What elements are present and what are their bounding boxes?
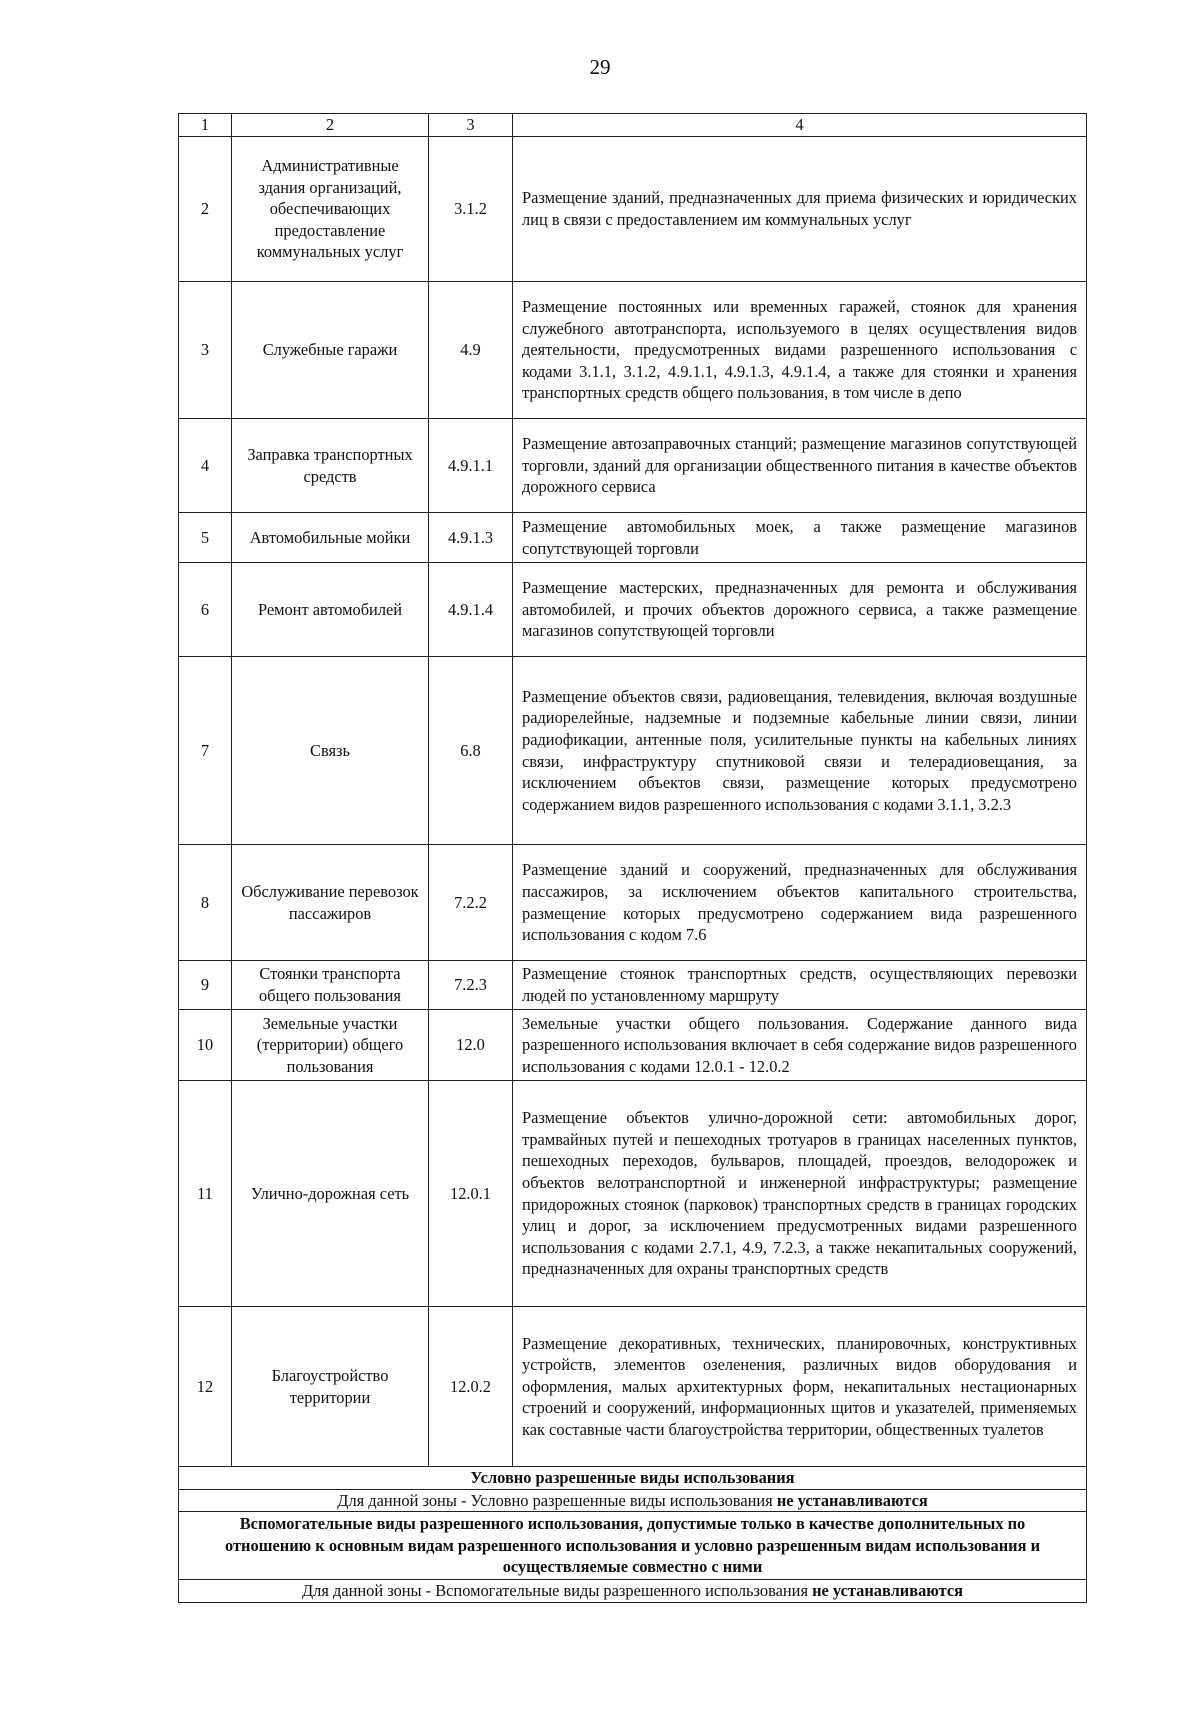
use-type-name: Благоустройство территории [232,1307,429,1467]
use-type-name: Ремонт автомобилей [232,563,429,657]
row-number: 2 [179,137,232,282]
use-type-name: Земельные участки (территории) общего пользования [232,1010,429,1081]
table-row [179,419,1087,513]
use-type-code: 6.8 [429,657,513,845]
row-number: 9 [179,961,232,1010]
section-row [179,1467,1087,1490]
row-number: 12 [179,1307,232,1467]
use-type-name: Автомобильные мойки [232,513,429,563]
use-type-description: Земельные участки общего пользования. Содержание данного вида разрешенного использования включает в себя содержание видов разрешенного использования с кодами 12.0.1 - 12.0.2 [513,1010,1087,1081]
note-text: Для данной зоны - Вспомогательные виды разрешенного использования [301,1581,808,1601]
note-emphasis: не устанавливаются [776,1490,928,1510]
use-type-description: Размещение зданий, предназначенных для приема физических и юридических лиц в связи с предоставлением им коммунальных услуг [513,137,1087,282]
row-number: 8 [179,845,232,961]
note-emphasis: не устанавливаются [812,1581,964,1601]
table-row [179,513,1087,563]
use-type-description: Размещение декоративных, технических, планировочных, конструктивных устройств, элементов озеленения, различных видов оборудования и оформления, малых архитектурных форм, некапитальных нестационарных строений и сооружений, информационных щитов и указателей, применяемых как составные части благоустройства территории, общественных туалетов [513,1307,1087,1467]
use-type-code: 4.9.1.1 [429,419,513,513]
use-type-code: 12.0.1 [429,1081,513,1307]
use-type-description: Размещение объектов связи, радиовещания, телевидения, включая воздушные радиорелейные, надземные и подземные кабельные линии связи, линии радиофикации, антенные поля, усилительные пункты на кабельных линиях связи, инфраструктуру спутниковой связи и телерадиовещания, за исключением объектов связи, размещение которых предусмотрено содержанием видов разрешенного использования с кодами 3.1.1, 3.2.3 [513,657,1087,845]
table-row [179,961,1087,1010]
table-row [179,845,1087,961]
use-type-code: 12.0.2 [429,1307,513,1467]
table-row [179,563,1087,657]
note-text: Для данной зоны - Условно разрешенные виды использования [337,1490,773,1510]
use-type-description: Размещение мастерских, предназначенных для ремонта и обслуживания автомобилей, и прочих объектов дорожного сервиса, а также размещение магазинов сопутствующей торговли [513,563,1087,657]
row-number: 3 [179,282,232,419]
use-type-description: Размещение постоянных или временных гаражей, стоянок для хранения служебного автотранспорта, используемого в целях осуществления видов деятельности, предусмотренных видами разрешенного использования с кодами 3.1.1, 3.1.2, 4.9.1.1, 4.9.1.3, 4.9.1.4, а также для стоянки и хранения транспортных средств общего пользования, в том числе в депо [513,282,1087,419]
row-number: 6 [179,563,232,657]
use-type-description: Размещение автозаправочных станций; размещение магазинов сопутствующей торговли, зданий для организации общественного питания в качестве объектов дорожного сервиса [513,419,1087,513]
row-number: 11 [179,1081,232,1307]
auxiliary-uses-heading: Вспомогательные виды разрешенного использования, допустимые только в качестве дополнительных по отношению к основным видам разрешенного использования и условно разрешенным видам использования и осуществляемые совместно с ними [179,1512,1087,1580]
row-number: 4 [179,419,232,513]
use-type-name: Административные здания организаций, обеспечивающих предоставление коммунальных услуг [232,137,429,282]
row-number: 5 [179,513,232,563]
section-row [179,1512,1087,1580]
use-type-code: 7.2.3 [429,961,513,1010]
table-row [179,137,1087,282]
note-row [179,1489,1087,1512]
header-cell: 3 [429,114,513,137]
table-header-row [179,114,1087,137]
land-use-table [178,113,1087,1603]
use-type-name: Служебные гаражи [232,282,429,419]
use-type-code: 7.2.2 [429,845,513,961]
use-type-code: 4.9.1.3 [429,513,513,563]
use-type-description: Размещение автомобильных моек, а также размещение магазинов сопутствующей торговли [513,513,1087,563]
header-cell: 2 [232,114,429,137]
use-type-name: Улично-дорожная сеть [232,1081,429,1307]
auxiliary-uses-note [179,1580,1087,1603]
use-type-description: Размещение стоянок транспортных средств, осуществляющих перевозки людей по установленному маршруту [513,961,1087,1010]
row-number: 7 [179,657,232,845]
table-row [179,1081,1087,1307]
header-cell: 4 [513,114,1087,137]
use-type-name: Заправка транспортных средств [232,419,429,513]
use-type-name: Связь [232,657,429,845]
table-row [179,282,1087,419]
conditional-uses-note [179,1489,1087,1512]
use-type-name: Обслуживание перевозок пассажиров [232,845,429,961]
use-type-name: Стоянки транспорта общего пользования [232,961,429,1010]
use-type-code: 12.0 [429,1010,513,1081]
use-type-code: 3.1.2 [429,137,513,282]
table-row [179,657,1087,845]
conditional-uses-heading: Условно разрешенные виды использования [179,1467,1087,1490]
use-type-description: Размещение зданий и сооружений, предназначенных для обслуживания пассажиров, за исключением объектов капитального строительства, размещение которых предусмотрено содержанием вида разрешенного использования с кодом 7.6 [513,845,1087,961]
note-row [179,1580,1087,1603]
table-row [179,1307,1087,1467]
use-type-code: 4.9 [429,282,513,419]
page-number: 29 [589,55,611,79]
use-type-code: 4.9.1.4 [429,563,513,657]
table-row [179,1010,1087,1081]
use-type-description: Размещение объектов улично-дорожной сети: автомобильных дорог, трамвайных путей и пешеходных тротуаров в границах населенных пунктов, пешеходных переходов, бульваров, площадей, проездов, велодорожек и объектов велотранспортной и инженерной инфраструктуры; размещение придорожных стоянок (парковок) транспортных средств в границах городских улиц и дорог, за исключением предусмотренных видами разрешенного использования с кодами 2.7.1, 4.9, 7.2.3, а также некапитальных сооружений, предназначенных для охраны транспортных средств [513,1081,1087,1307]
row-number: 10 [179,1010,232,1081]
header-cell: 1 [179,114,232,137]
